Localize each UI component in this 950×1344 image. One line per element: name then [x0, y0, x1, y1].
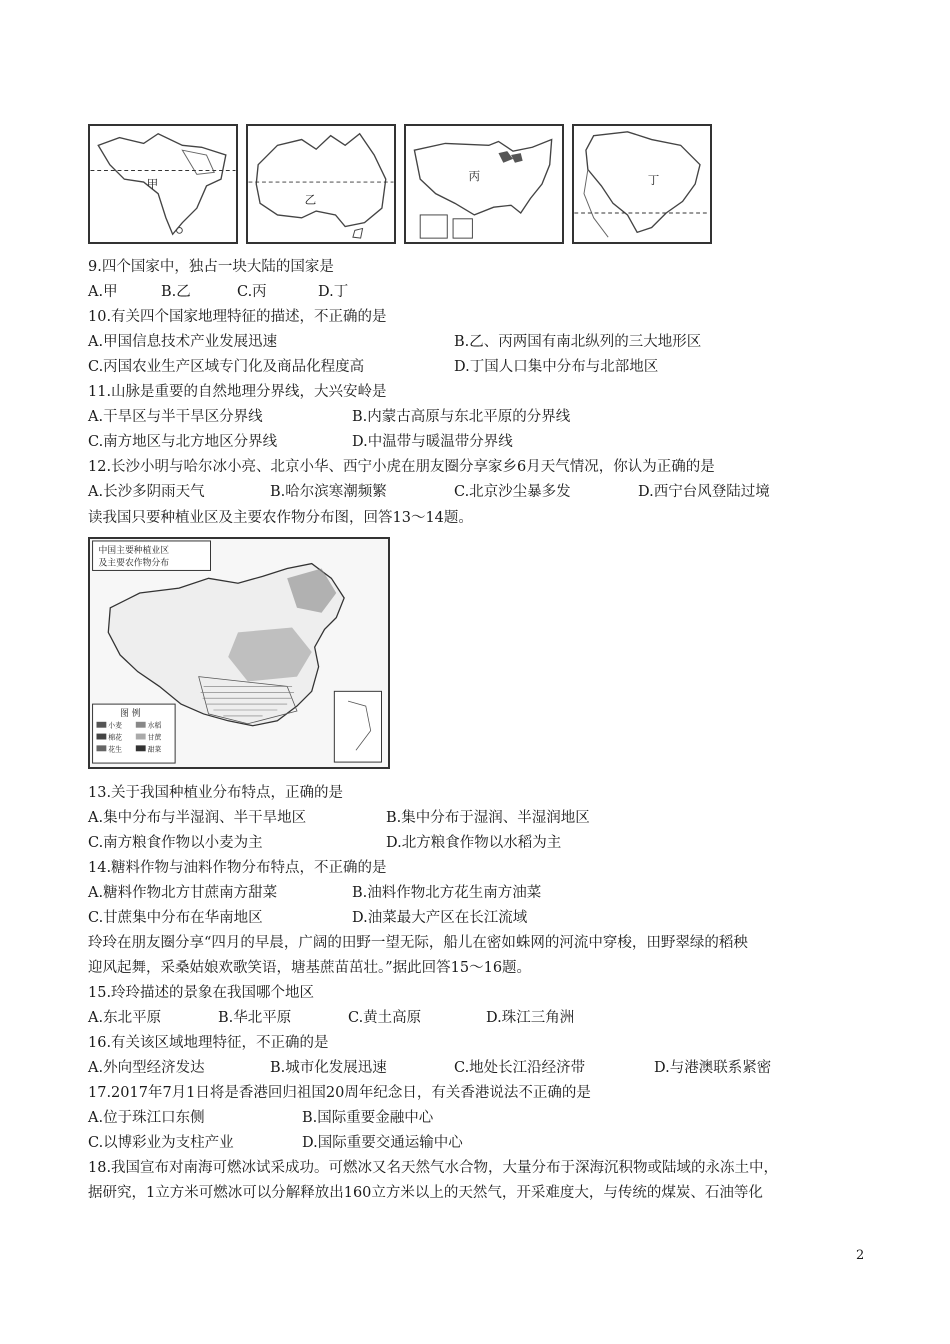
q16-stem: 16.有关该区域地理特征，不正确的是 — [88, 1035, 329, 1051]
legend-item-wheat: 小麦 — [108, 721, 123, 730]
q11-option-b[interactable]: B.内蒙古高原与东北平原的分界线 — [352, 409, 571, 425]
q10-options-row2 — [88, 357, 888, 377]
q16-option-c[interactable]: C.地处长江沿经济带 — [454, 1060, 586, 1076]
q14-stem: 14.糖料作物与油料作物分布特点，不正确的是 — [88, 860, 387, 876]
country-maps — [88, 124, 716, 248]
map-label-ding: 丁 — [647, 173, 660, 187]
map-label-bing: 丙 — [468, 169, 481, 184]
q15-option-b[interactable]: B.华北平原 — [218, 1010, 292, 1026]
q10-options-row1 — [88, 332, 888, 352]
q14-option-d[interactable]: D.油菜最大产区在长江流域 — [352, 910, 528, 926]
q15-option-c[interactable]: C.黄土高原 — [348, 1010, 422, 1026]
q13-stem: 13.关于我国种植业分布特点，正确的是 — [88, 785, 344, 801]
q10-option-c[interactable]: C.丙国农业生产区域专门化及商品化程度高 — [88, 359, 365, 375]
q17-option-a[interactable]: A.位于珠江口东侧 — [88, 1110, 205, 1126]
q12-option-c[interactable]: C.北京沙尘暴多发 — [454, 484, 571, 500]
q17-option-c[interactable]: C.以博彩业为支柱产业 — [88, 1135, 234, 1151]
q11-options-row1 — [88, 407, 888, 427]
q17-stem: 17.2017年7月1日将是香港回归祖国20周年纪念日，有关香港说法不正确的是 — [88, 1085, 591, 1101]
q13-option-c[interactable]: C.南方粮食作物以小麦为主 — [88, 835, 263, 851]
q17-options-row2 — [88, 1133, 888, 1153]
q15-option-d[interactable]: D.珠江三角洲 — [486, 1010, 575, 1026]
map-australia — [246, 124, 396, 244]
q13-option-d[interactable]: D.北方粮食作物以水稻为主 — [386, 835, 562, 851]
q18-line2: 据研究，1立方米可燃冰可以分解释放出160立方米以上的天然气，开采难度大，与传统的煤炭、石油等化 — [88, 1185, 763, 1201]
china-map-legend-title: 图 例 — [120, 708, 141, 719]
q11-stem: 11.山脉是重要的自然地理分界线，大兴安岭是 — [88, 384, 387, 400]
q9-stem: 9.四个国家中，独占一块大陆的国家是 — [88, 259, 334, 275]
map-label-yi: 乙 — [304, 192, 317, 207]
q16-option-d[interactable]: D.与港澳联系紧密 — [654, 1060, 772, 1076]
q13-option-a[interactable]: A.集中分布与半湿润、半干旱地区 — [88, 810, 307, 826]
q17-option-d[interactable]: D.国际重要交通运输中心 — [302, 1135, 463, 1151]
q15-option-a[interactable]: A.东北平原 — [88, 1010, 162, 1026]
china-map-title-1: 中国主要种植业区 — [98, 545, 170, 556]
q16-option-b[interactable]: B.城市化发展迅速 — [270, 1060, 387, 1076]
intro-15-16-line1: 玲玲在朋友圈分享“四月的早晨，广阔的田野一望无际，船儿在密如蛛网的河流中穿梭，田野翠绿的稻秧 — [88, 935, 748, 951]
q13-options-row2 — [88, 833, 888, 853]
map-usa — [404, 124, 564, 244]
q10-option-a[interactable]: A.甲国信息技术产业发展迅速 — [88, 334, 278, 350]
q16-options — [88, 1058, 888, 1078]
q12-option-a[interactable]: A.长沙多阴雨天气 — [88, 484, 205, 500]
q15-stem: 15.玲玲描述的景象在我国哪个地区 — [88, 985, 315, 1001]
q14-option-c[interactable]: C.甘蔗集中分布在华南地区 — [88, 910, 263, 926]
q10-option-b[interactable]: B.乙、丙两国有南北纵列的三大地形区 — [454, 334, 702, 350]
map-india — [88, 124, 238, 244]
legend-item-rice: 水稻 — [147, 721, 162, 730]
q12-option-d[interactable]: D.西宁台风登陆过境 — [638, 484, 770, 500]
legend-item-sugarcane: 甘蔗 — [147, 733, 162, 742]
q13-option-b[interactable]: B.集中分布于湿润、半湿润地区 — [386, 810, 590, 826]
q18-line1: 18.我国宣布对南海可燃冰试采成功。可燃冰又名天然气水合物，大量分布于深海沉积物或陆域的永冻土中， — [88, 1160, 779, 1176]
china-agriculture-map — [88, 537, 390, 769]
q11-option-c[interactable]: C.南方地区与北方地区分界线 — [88, 434, 278, 450]
map-brazil — [572, 124, 712, 244]
intro-13-14: 读我国只要种植业区及主要农作物分布图，回答13～14题。 — [88, 510, 473, 526]
q14-option-b[interactable]: B.油料作物北方花生南方油菜 — [352, 885, 542, 901]
q12-option-b[interactable]: B.哈尔滨寒潮频繁 — [270, 484, 387, 500]
china-map-title-2: 及主要农作物分布 — [98, 558, 170, 569]
q11-option-a[interactable]: A.干旱区与半干旱区分界线 — [88, 409, 263, 425]
q10-option-d[interactable]: D.丁国人口集中分布与北部地区 — [454, 359, 659, 375]
q11-option-d[interactable]: D.中温带与暖温带分界线 — [352, 434, 513, 450]
q17-options-row1 — [88, 1108, 888, 1128]
legend-item-peanut: 花生 — [108, 745, 123, 754]
q16-option-a[interactable]: A.外向型经济发达 — [88, 1060, 205, 1076]
q11-options-row2 — [88, 432, 888, 452]
q9-options — [88, 282, 888, 302]
q10-stem: 10.有关四个国家地理特征的描述，不正确的是 — [88, 309, 387, 325]
q13-options-row1 — [88, 808, 888, 828]
page-number: 2 — [856, 1248, 865, 1263]
q9-option-d[interactable]: D.丁 — [318, 284, 349, 300]
q14-options-row2 — [88, 908, 888, 928]
intro-15-16-line2: 迎风起舞，采桑姑娘欢歌笑语，塘基蔗苗茁壮。”据此回答15～16题。 — [88, 960, 532, 976]
q12-stem: 12.长沙小明与哈尔冰小亮、北京小华、西宁小虎在朋友圈分享家乡6月天气情况，你认为正确的是 — [88, 459, 715, 475]
q14-option-a[interactable]: A.糖料作物北方甘蔗南方甜菜 — [88, 885, 278, 901]
q9-option-c[interactable]: C.丙 — [237, 284, 267, 300]
q12-options — [88, 482, 888, 502]
q14-options-row1 — [88, 883, 888, 903]
map-label-jia: 甲 — [146, 176, 159, 191]
q9-option-a[interactable]: A.甲 — [88, 284, 118, 300]
legend-item-cotton: 棉花 — [108, 733, 123, 742]
q9-option-b[interactable]: B.乙 — [161, 284, 191, 300]
legend-item-sugarbeet: 甜菜 — [147, 745, 162, 754]
q17-option-b[interactable]: B.国际重要金融中心 — [302, 1110, 434, 1126]
q15-options — [88, 1008, 888, 1028]
